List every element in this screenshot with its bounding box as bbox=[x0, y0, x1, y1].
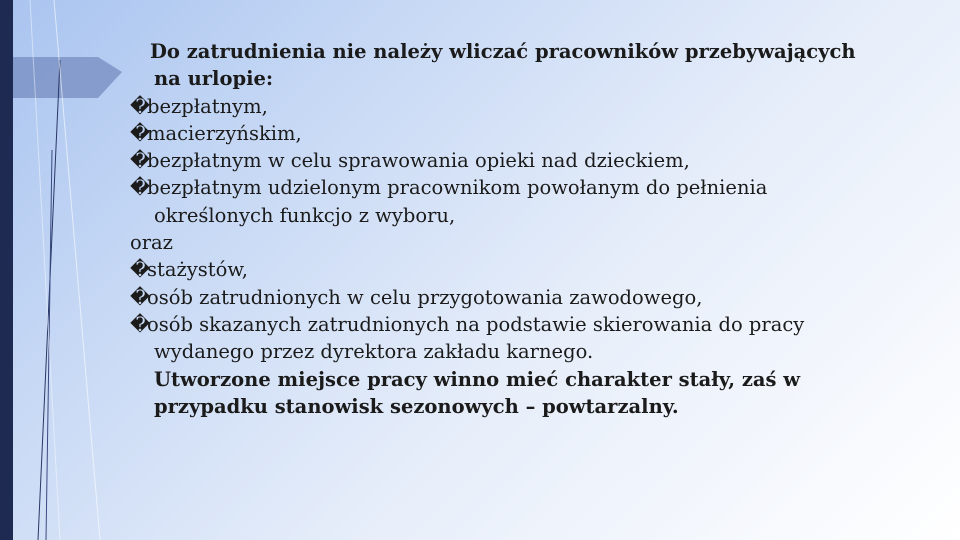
list-item bbox=[130, 174, 920, 201]
list-item-text: macierzyńskim, bbox=[147, 121, 302, 145]
list-item-continuation: wydanego przez dyrektora zakładu karnego. bbox=[154, 340, 594, 364]
list-item-text: osób skazanych zatrudnionych na podstawie skierowania do pracy bbox=[147, 312, 805, 336]
list-item bbox=[130, 256, 920, 283]
bullet-icon: � bbox=[130, 312, 150, 336]
bullet-icon: � bbox=[130, 149, 150, 173]
list-item bbox=[130, 147, 920, 174]
list-item-continuation: określonych funkcjo z wyboru, bbox=[154, 203, 456, 227]
list-item-text: stażystów, bbox=[147, 258, 248, 282]
bullet-icon: � bbox=[130, 176, 150, 200]
list-item bbox=[130, 284, 920, 311]
heading-line-2: na urlopie: bbox=[154, 67, 274, 91]
bullet-icon: � bbox=[130, 94, 150, 118]
side-bar-decoration bbox=[0, 0, 13, 540]
list-item bbox=[130, 120, 920, 147]
heading-line-1: Do zatrudnienia nie należy wliczać pracowników przebywających bbox=[150, 40, 856, 63]
slide-content bbox=[130, 38, 920, 420]
closing-line-2: przypadku stanowisk sezonowych – powtarzalny. bbox=[154, 394, 679, 418]
list-item bbox=[130, 93, 920, 120]
arrow-shape-decoration bbox=[13, 57, 122, 98]
list-item-text: bezpłatnym w celu sprawowania opieki nad dzieckiem, bbox=[147, 149, 690, 173]
decor-line-1 bbox=[38, 60, 60, 540]
decor-line-4 bbox=[30, 0, 60, 540]
list-item-text: bezpłatnym udzielonym pracownikom powołanym do pełnienia bbox=[147, 176, 768, 200]
bullet-icon: � bbox=[130, 258, 150, 282]
connector-text: oraz bbox=[130, 231, 173, 255]
bullet-icon: � bbox=[130, 285, 150, 309]
bullet-icon: � bbox=[130, 121, 150, 145]
list-item-text: osób zatrudnionych w celu przygotowania zawodowego, bbox=[147, 285, 703, 309]
decor-line-3 bbox=[54, 0, 100, 540]
list-item bbox=[130, 311, 920, 338]
list-item-text: bezpłatnym, bbox=[147, 94, 268, 118]
decor-line-2 bbox=[46, 150, 52, 540]
closing-line-1: Utworzone miejsce pracy winno mieć charakter stały, zaś w bbox=[154, 367, 801, 391]
